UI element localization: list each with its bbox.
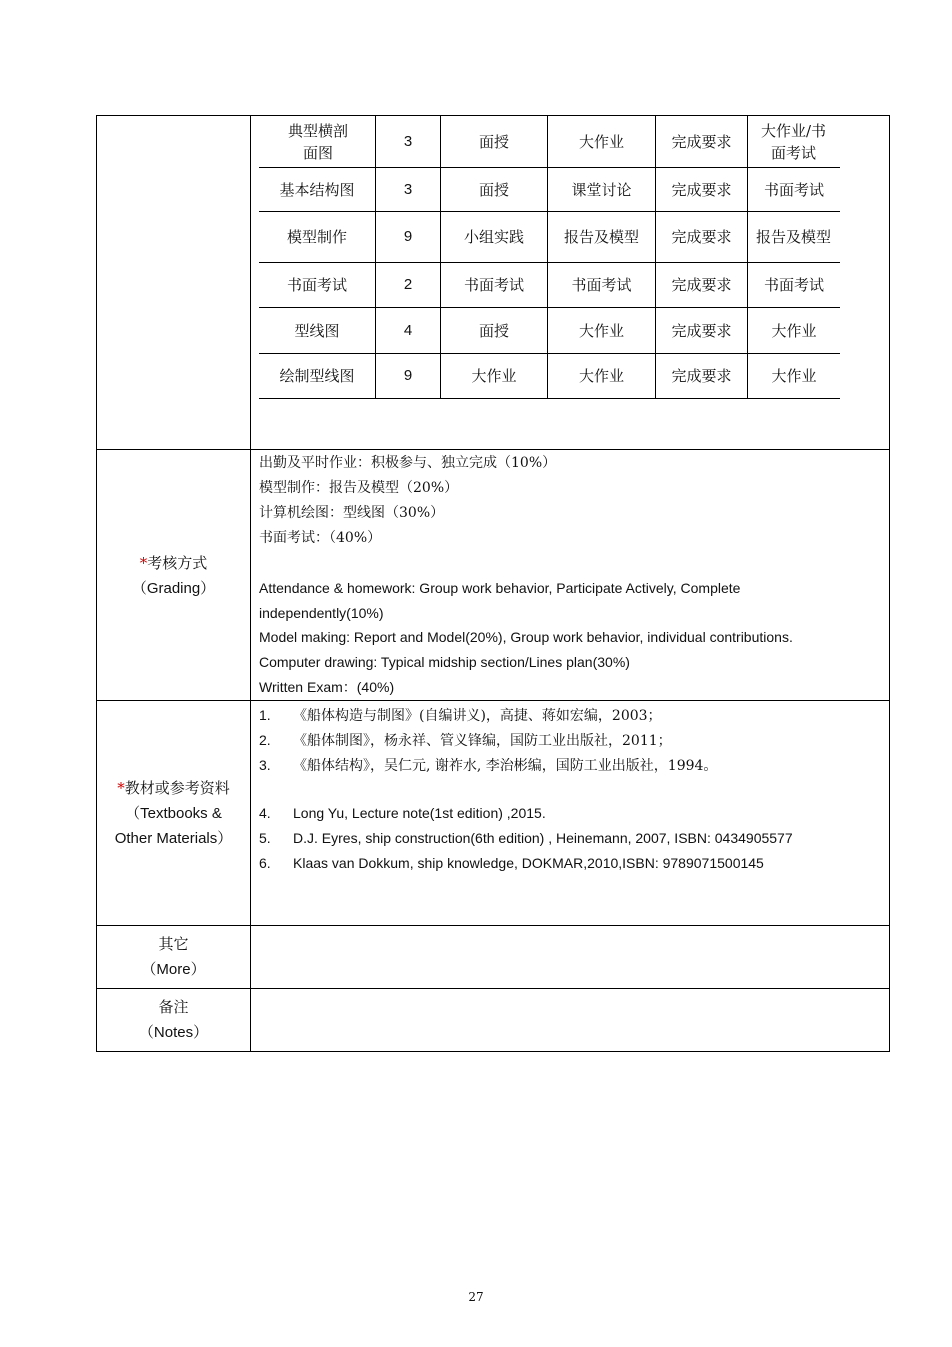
more-label-cn: 其它 bbox=[158, 935, 189, 953]
table-border-right bbox=[889, 115, 890, 1052]
required-star: * bbox=[117, 779, 125, 797]
list-item bbox=[259, 851, 764, 875]
list-item-text: D.J. Eyres, ship construction(6th edition) , Heinemann, 2007, ISBN: 0434905577 bbox=[293, 830, 793, 846]
notes-label-en: （Notes） bbox=[138, 1024, 209, 1041]
materials-label-cn: 教材或参考资料 bbox=[124, 779, 230, 797]
schedule-cell-hours: 4 bbox=[403, 321, 413, 339]
grading-label-en: （Grading） bbox=[131, 580, 216, 597]
required-star: * bbox=[139, 554, 148, 572]
table-border-bottom bbox=[96, 1051, 890, 1052]
grading-line-en: Attendance & homework: Group work behavior, Participate Actively, Complete bbox=[259, 580, 741, 596]
list-item bbox=[259, 826, 793, 850]
schedule-cell-requirement: 完成要求 bbox=[671, 228, 732, 246]
list-item bbox=[259, 753, 717, 778]
grading-line-en: independently(10%) bbox=[259, 605, 384, 621]
schedule-cell-topic: 模型制作 bbox=[286, 228, 347, 246]
grading-line-cn: 出勤及平时作业：积极参与、独立完成（10%） bbox=[259, 455, 557, 471]
schedule-cell-topic: 典型横剖面图 bbox=[287, 121, 348, 162]
list-item-number: 4. bbox=[259, 805, 271, 821]
schedule-cell-requirement: 完成要求 bbox=[671, 367, 732, 385]
grading-line-en: Computer drawing: Typical midship section/Lines plan(30%) bbox=[259, 654, 630, 670]
schedule-cell-requirement: 完成要求 bbox=[671, 321, 732, 340]
grading-line-en: Written Exam：(40%) bbox=[259, 679, 395, 695]
schedule-cell-assignment: 书面考试 bbox=[571, 276, 632, 294]
schedule-cell-method: 面授 bbox=[478, 321, 509, 340]
list-item-text: Long Yu, Lecture note(1st edition) ,2015. bbox=[293, 805, 546, 821]
row-divider-notes bbox=[96, 988, 890, 989]
grading-line-cn: 书面考试：（40%） bbox=[259, 530, 382, 546]
notes-label-cn: 备注 bbox=[158, 998, 189, 1016]
schedule-cell-method: 面授 bbox=[478, 132, 509, 151]
materials-label-en: （Textbooks & bbox=[125, 805, 222, 822]
list-item-text: Klaas van Dokkum, ship knowledge, DOKMAR,2010,ISBN: 9789071500145 bbox=[293, 855, 764, 871]
grading-line-cn: 模型制作：报告及模型（20%） bbox=[259, 480, 459, 496]
notes-label bbox=[97, 995, 250, 1045]
grading-label bbox=[97, 551, 250, 601]
schedule-cell-topic: 书面考试 bbox=[286, 276, 347, 294]
list-item bbox=[259, 728, 672, 753]
list-item bbox=[259, 801, 546, 825]
page-number: 27 bbox=[468, 1290, 484, 1304]
grading-line-cn: 计算机绘图：型线图（30%） bbox=[259, 505, 445, 521]
list-item-number: 2. bbox=[259, 732, 271, 748]
grading-line-en: Model making: Report and Model(20%), Group work behavior, individual contributions. bbox=[259, 629, 793, 645]
schedule-cell-assignment: 报告及模型 bbox=[563, 228, 639, 246]
list-item-text: 《船体构造与制图》(自编讲义)，高捷、蒋如宏编，2003； bbox=[293, 708, 662, 724]
schedule-cell-hours: 9 bbox=[403, 228, 413, 245]
schedule-cell-method: 大作业 bbox=[471, 367, 517, 385]
schedule-cell-assignment: 大作业 bbox=[578, 321, 624, 340]
schedule-cell-assignment: 大作业 bbox=[578, 132, 624, 151]
schedule-cell-topic: 绘制型线图 bbox=[279, 367, 355, 385]
list-item-text: 《船体结构》，吴仁元, 谢祚水, 李治彬编，国防工业出版社，1994。 bbox=[293, 758, 718, 774]
list-item-number: 3. bbox=[259, 757, 271, 773]
more-label bbox=[97, 932, 250, 982]
schedule-cell-method: 小组实践 bbox=[463, 228, 524, 246]
schedule-cell-method: 面授 bbox=[478, 180, 509, 199]
schedule-cell-assignment: 大作业 bbox=[578, 367, 624, 385]
list-item-text: 《船体制图》，杨永祥、管义锋编，国防工业出版社，2011； bbox=[293, 733, 672, 749]
materials-label bbox=[97, 776, 250, 851]
row-divider-materials bbox=[96, 700, 890, 701]
schedule-cell-hours: 3 bbox=[403, 180, 413, 198]
schedule-cell-hours: 3 bbox=[403, 132, 413, 150]
schedule-row-divider bbox=[259, 398, 840, 399]
schedule-cell-requirement: 完成要求 bbox=[671, 276, 732, 294]
schedule-cell-assignment: 课堂讨论 bbox=[571, 180, 632, 199]
schedule-cell-requirement: 完成要求 bbox=[671, 132, 732, 151]
schedule-cell-method: 书面考试 bbox=[463, 276, 524, 294]
list-item-number: 5. bbox=[259, 830, 271, 846]
materials-label-en: Other Materials） bbox=[114, 830, 233, 847]
schedule-cell-hours: 2 bbox=[403, 276, 413, 293]
list-item-number: 1. bbox=[259, 707, 271, 723]
schedule-cell-assessment: 书面考试 bbox=[763, 276, 824, 294]
schedule-cell-topic: 基本结构图 bbox=[279, 180, 355, 199]
schedule-cell-assessment: 大作业 bbox=[771, 321, 817, 340]
row-divider-grading bbox=[96, 449, 890, 450]
grading-label-cn: 考核方式 bbox=[147, 554, 208, 572]
schedule-cell-assessment: 大作业/书面考试 bbox=[760, 121, 827, 162]
schedule-cell-assessment: 大作业 bbox=[771, 367, 817, 385]
schedule-cell-requirement: 完成要求 bbox=[671, 180, 732, 199]
row-divider-more bbox=[96, 925, 890, 926]
schedule-cell-assessment: 报告及模型 bbox=[756, 228, 832, 246]
schedule-cell-assessment: 书面考试 bbox=[763, 180, 824, 199]
schedule-cell-topic: 型线图 bbox=[294, 321, 340, 340]
list-item bbox=[259, 703, 662, 728]
schedule-cell-hours: 9 bbox=[403, 367, 413, 384]
list-item-number: 6. bbox=[259, 855, 271, 871]
label-column-divider bbox=[250, 115, 251, 1052]
more-label-en: （More） bbox=[141, 961, 206, 978]
